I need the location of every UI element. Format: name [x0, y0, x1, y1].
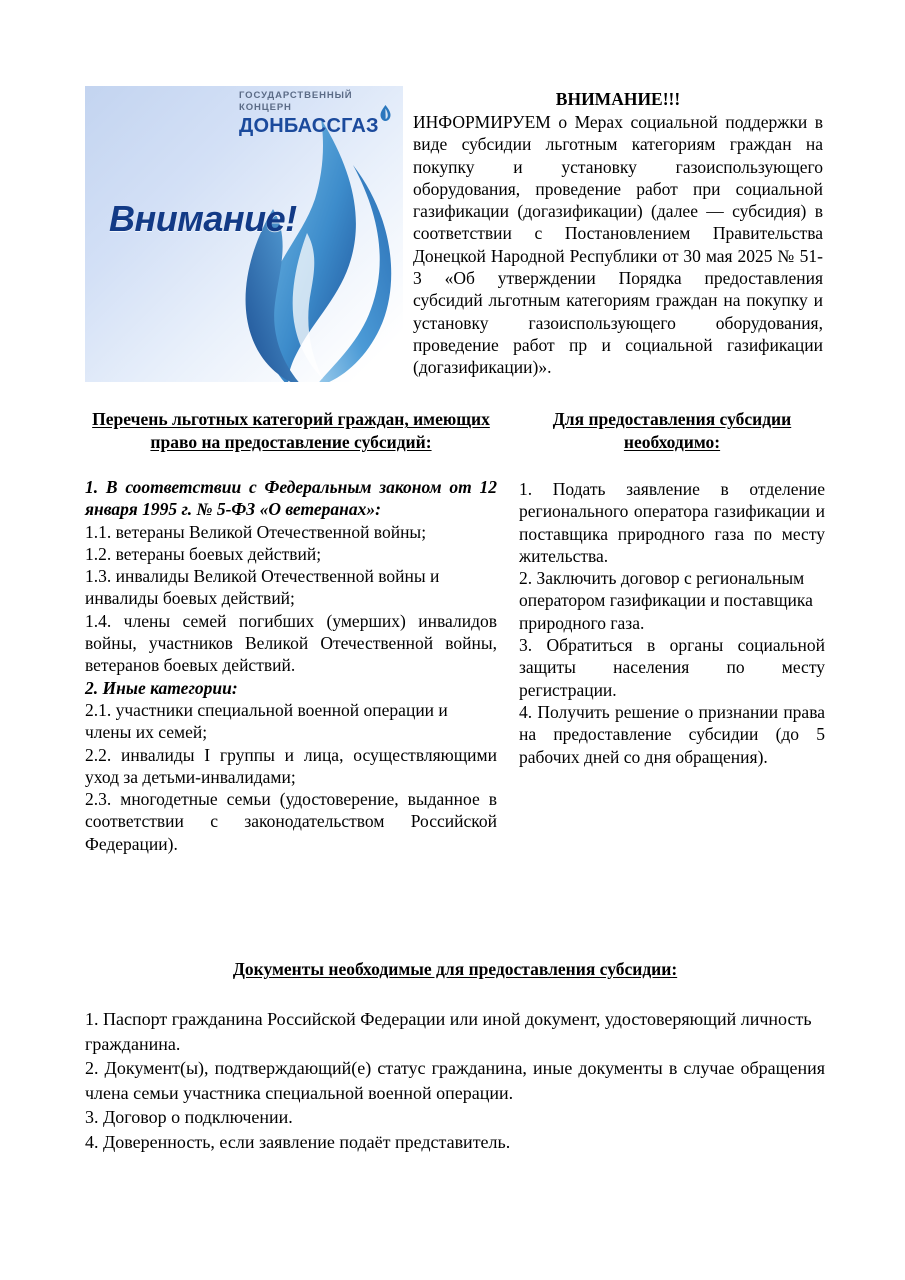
banner-attention-text: Внимание!: [109, 198, 297, 239]
benefit-category-item: 1.1. ветераны Великой Отечественной войны;: [85, 521, 427, 542]
documents-body: [85, 1007, 825, 1154]
two-column-section: [85, 408, 825, 855]
right-column: [519, 408, 825, 855]
documents-section: [85, 958, 825, 1154]
left-column-body: [85, 476, 497, 855]
benefit-category-item: 1. В соответствии с Федеральным законом от 12 января 1995 г. № 5-ФЗ «О ветеранах»:: [85, 477, 497, 520]
subsidy-step-item: 4. Получить решение о признании права на предоставление субсидии (до 5 рабочих дней со дня обращения).: [519, 701, 825, 767]
flame-drop-icon: [380, 105, 391, 121]
required-document-item: 4. Доверенность, если заявление подаёт представитель.: [85, 1131, 511, 1152]
required-document-item: 3. Договор о подключении.: [85, 1107, 293, 1127]
benefit-category-item: 2. Иные категории:: [85, 677, 238, 698]
logo-line-1: ГОСУДАРСТВЕННЫЙ: [239, 90, 353, 101]
required-document-item: 2. Документ(ы), подтверждающий(е) статус гражданина, иные документы в случае обращения члена семьи участника специальной военной операции.: [85, 1058, 825, 1103]
documents-heading: Документы необходимые для предоставления субсидии:: [232, 959, 678, 979]
benefit-category-item: 2.2. инвалиды I группы и лица, осуществляющими уход за детьми-инвалидами;: [85, 744, 497, 787]
benefit-category-item: 1.3. инвалиды Великой Отечественной войны и инвалиды боевых действий;: [85, 566, 440, 609]
logo-line-2: КОНЦЕРН: [239, 102, 292, 113]
attention-banner-image: [85, 86, 403, 382]
benefit-category-item: 2.3. многодетные семьи (удостоверение, выданное в соответствии с законодательством Российской Федерации).: [85, 789, 497, 854]
subsidy-step-item: 2. Заключить договор с региональным оператором газификации и поставщика природного газа.: [519, 568, 813, 633]
benefit-category-item: 1.2. ветераны боевых действий;: [85, 543, 322, 564]
left-column: [85, 408, 497, 855]
header-block: [85, 86, 823, 382]
logo-company-name: ДОНБАССГАЗ: [239, 115, 379, 137]
subsidy-step-item: 1. Подать заявление в отделение регионального оператора газификации и поставщика природного газа по месту жительства.: [519, 479, 825, 566]
benefit-category-item: 1.4. члены семей погибших (умерших) инвалидов войны, участников Великой Отечественной войны, ветеранов боевых действий.: [85, 610, 497, 676]
gas-flame-icon: [203, 113, 393, 382]
intro-paragraph: ИНФОРМИРУЕМ о Мерах социальной поддержки в виде субсидии льготным категориям граждан на покупку и установку газоиспользующего оборудования, проведение работ при социальной газификации (догазификации) (далее — субсидия) в соответствии с Постановлением Правительства Донецкой Народной Республики от 30 мая 2025 № 51-3 «Об утверждении Порядка предоставления субсидий льготным категориям граждан на покупку и установку газоиспользующего оборудования, проведение работ пр и социальной газификации (догазификации)».: [413, 112, 823, 378]
left-column-heading: Перечень льготных категорий граждан, имеющих право на предоставление субсидий:: [92, 409, 490, 452]
required-document-item: 1. Паспорт гражданина Российской Федерации или иной документ, удостоверяющий личность гражданина.: [85, 1009, 812, 1054]
attention-title: ВНИМАНИЕ!!!: [555, 89, 681, 109]
subsidy-step-item: 3. Обратиться в органы социальной защиты населения по месту регистрации.: [519, 635, 825, 700]
intro-block: [403, 86, 823, 379]
company-logo: [239, 90, 399, 137]
right-column-body: [519, 478, 825, 768]
right-column-heading: Для предоставления субсидии необходимо:: [552, 409, 792, 452]
benefit-category-item: 2.1. участники специальной военной операции и члены их семей;: [85, 699, 448, 743]
